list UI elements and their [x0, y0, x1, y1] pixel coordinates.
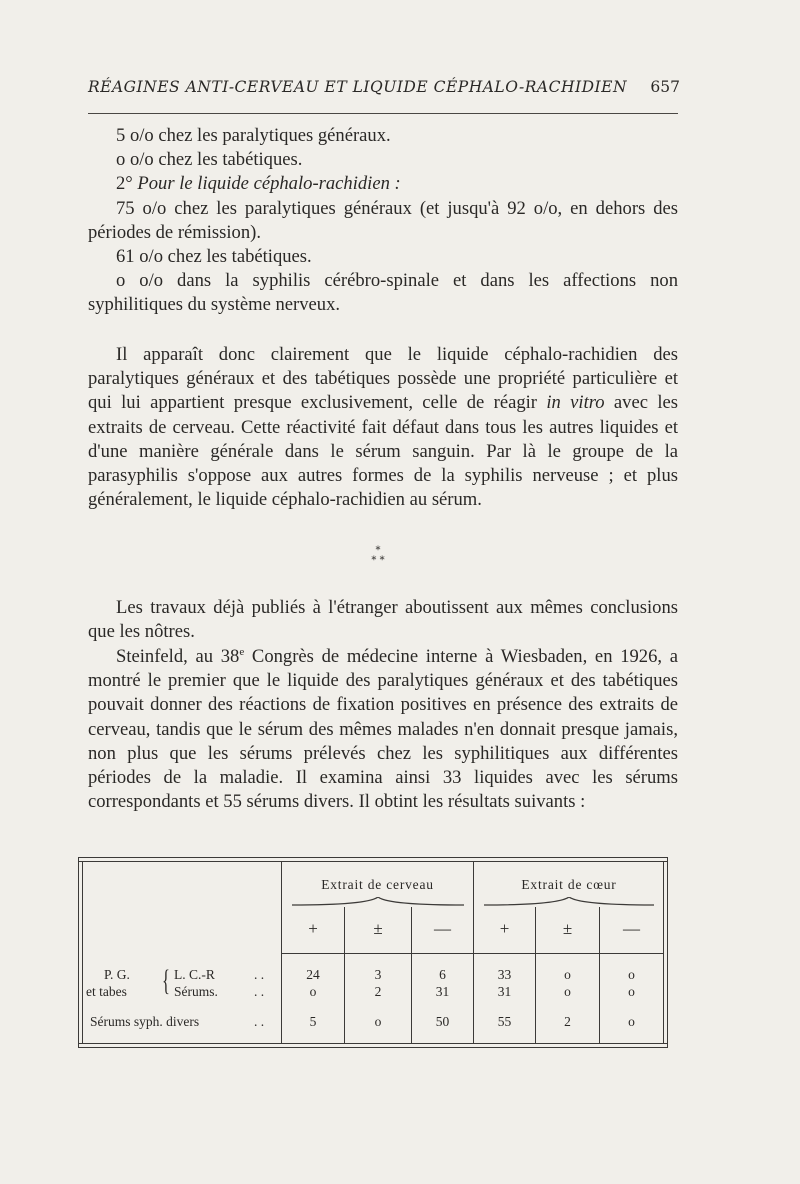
table-cell: o [628, 967, 635, 982]
paragraph-text: Il apparaît donc clairement que le liquide céphalo-rachidien des paralytiques généraux et des tabétiques possède une propriété particulière et qui lui appartient presque exclusivement, celle de réagir [88, 344, 678, 414]
table-cell: o [628, 984, 635, 999]
table-cell: 50 [435, 1014, 450, 1029]
sub-header: + [499, 919, 510, 938]
table-cell: 55 [497, 1014, 512, 1029]
group-header: Extrait de cerveau [321, 877, 434, 892]
running-header [88, 78, 680, 96]
list-number: 2° [116, 173, 133, 195]
list-line: 75 o/o chez les paralytiques généraux (et jusqu'à 92 o/o, en dehors des périodes de rémission). [88, 197, 678, 243]
table-cell: 33 [497, 967, 512, 982]
results-table [78, 857, 668, 1050]
group-header: Extrait de cœur [521, 877, 617, 892]
table-cell: o [309, 984, 317, 999]
separator-stars: * * [371, 555, 385, 566]
row-label: L. C.-R [174, 967, 215, 982]
table-cell: 6 [439, 967, 446, 982]
table-cell: 31 [435, 984, 450, 999]
table-border [78, 1043, 668, 1044]
brace-symbol: { [162, 964, 170, 997]
sub-header: + [308, 919, 318, 938]
header-rule [88, 113, 678, 114]
row-dots: . . [254, 984, 265, 999]
sub-header: ± [373, 919, 383, 938]
sub-header: — [434, 919, 451, 938]
list-line [88, 172, 678, 196]
paragraph-steinfeld [88, 645, 678, 814]
separator-star: * [375, 545, 381, 556]
running-title: RÉAGINES ANTI-CERVEAU ET LIQUIDE CÉPHALO-RACHIDIEN [88, 78, 628, 96]
table-border [78, 1047, 668, 1048]
section-separator [366, 546, 390, 566]
table-cell: o [564, 984, 571, 999]
italic-phrase: in vitro [546, 392, 605, 414]
paragraph-text: avec les extraits de cerveau. Cette réactivité fait défaut dans tous les autres liquides et d'une manière générale dans le sérum sanguin. Par là le groupe de la parasyphilis s'oppose aux autres formes de la syphilis nerveuse ; et plus généralement, le liquide céphalo-rachidien au sérum. [88, 392, 678, 511]
row-dots: . . [254, 1014, 265, 1029]
table-border [78, 861, 668, 862]
paragraph-text: Les travaux déjà publiés à l'étranger aboutissent aux mêmes conclusions que les nôtres. [88, 597, 678, 643]
table-cell: o [628, 1014, 635, 1029]
table-cell: 2 [564, 1014, 571, 1029]
superscript: e [239, 645, 245, 658]
list-line: o o/o dans la syphilis cérébro-spinale et dans les affections non syphilitiques du système nerveux. [88, 270, 678, 316]
list-line: 61 o/o chez les tabétiques. [116, 246, 312, 268]
table-cell: 2 [374, 984, 382, 999]
row-label: Sérums syph. divers [90, 1014, 200, 1029]
table-cell: 5 [309, 1014, 317, 1029]
list-heading: Pour le liquide céphalo-rachidien : [137, 173, 401, 195]
table-cell: o [564, 967, 571, 982]
list-line: 5 o/o chez les paralytiques généraux. [116, 125, 391, 146]
paragraph-travaux [88, 596, 678, 644]
table-cell: o [374, 1014, 382, 1029]
paragraph-text: Steinfeld, au 38 [116, 646, 240, 667]
table-cell: 24 [306, 967, 320, 982]
row-group-label: et tabes [86, 984, 127, 999]
list-line: o o/o chez les tabétiques. [116, 149, 303, 171]
table-cell: 3 [374, 967, 382, 982]
row-label: Sérums. [174, 984, 218, 999]
sub-header: — [623, 919, 640, 938]
results-list [88, 124, 678, 318]
sub-header: ± [562, 919, 573, 938]
row-group-label: P. G. [104, 967, 130, 982]
table-cell: 31 [497, 984, 512, 999]
paragraph-conclusion [88, 343, 678, 512]
table-border [78, 857, 668, 858]
page-number: 657 [650, 78, 680, 96]
row-dots: . . [254, 967, 265, 982]
paragraph-text: Congrès de médecine interne à Wiesbaden, en 1926, a montré le premier que le liquide des paralytiques généraux et des tabétiques pouvait donner des réactions de fixation positives en présence des extraits de cerveau, tandis que le sérum des mêmes malades n'en donnait presque jamais, non plus que les sérums prélevés chez les syphilitiques aux différentes périodes de la maladie. Il examina ainsi 33 liquides avec les sérums correspondants et 55 sérums divers. Il obtint les résultats suivants : [88, 646, 678, 813]
